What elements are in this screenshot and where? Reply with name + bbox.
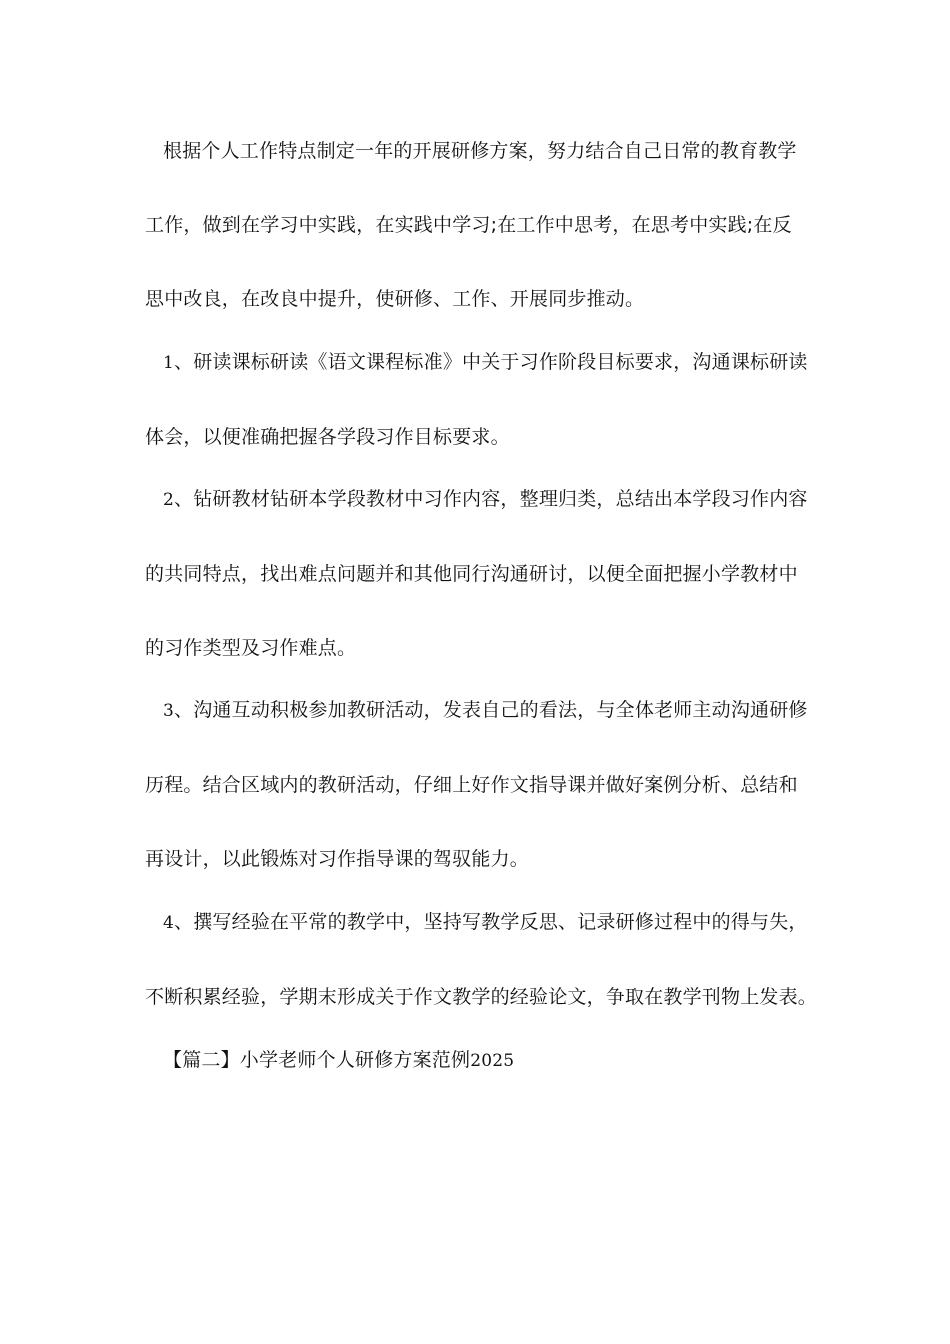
- item-2-line-3: 的习作类型及习作难点。: [145, 637, 357, 659]
- item-3-text-1: 、沟通互动积极参加教研活动，发表自己的看法，与全体老师主动沟通研修: [174, 699, 808, 721]
- item-1-text-1: 、研读课标研读《语文课程标准》中关于习作阶段目标要求，沟通课标研读: [174, 351, 808, 373]
- item-2-line-1: [163, 486, 833, 513]
- item-2-number: 2: [163, 490, 175, 510]
- intro-line-3: 思中改良，在改良中提升，使研修、工作、开展同步推动。: [145, 288, 645, 310]
- intro-line-2: 工作，做到在学习中实践，在实践中学习;在工作中思考，在思考中实践;在反: [145, 214, 792, 236]
- item-2-line-2: 的共同特点，找出难点问题并和其他同行沟通研讨，以便全面把握小学教材中: [145, 563, 798, 585]
- item-3-number: 3: [163, 701, 175, 721]
- item-1-number: 1: [163, 353, 175, 373]
- item-4-line-1: [163, 909, 833, 936]
- item-1-line-2: 体会，以便准确把握各学段习作目标要求。: [145, 426, 510, 448]
- item-3-line-2: 历程。结合区域内的教研活动，仔细上好作文指导课并做好案例分析、总结和: [145, 774, 798, 796]
- item-3-line-3: 再设计，以此锻炼对习作指导课的驾驭能力。: [145, 848, 530, 870]
- intro-line-1: 根据个人工作特点制定一年的开展研修方案，努力结合自己日常的教育教学: [163, 140, 797, 162]
- section-heading: [163, 1047, 833, 1074]
- item-3-line-1: [163, 697, 833, 724]
- item-4-text-1: 、撰写经验在平常的教学中，坚持写教学反思、记录研修过程中的得与失，: [174, 911, 808, 933]
- item-1-line-1: [163, 349, 833, 376]
- item-2-text-1: 、钻研教材钻研本学段教材中习作内容，整理归类，总结出本学段习作内容: [174, 488, 808, 510]
- item-4-line-2: 不断积累经验，学期末形成关于作文教学的经验论文，争取在教学刊物上发表。: [145, 986, 818, 1008]
- item-4-number: 4: [163, 913, 175, 933]
- section-heading-year: 2025: [470, 1051, 515, 1071]
- section-heading-label: 【篇二】小学老师个人研修方案范例: [163, 1049, 471, 1071]
